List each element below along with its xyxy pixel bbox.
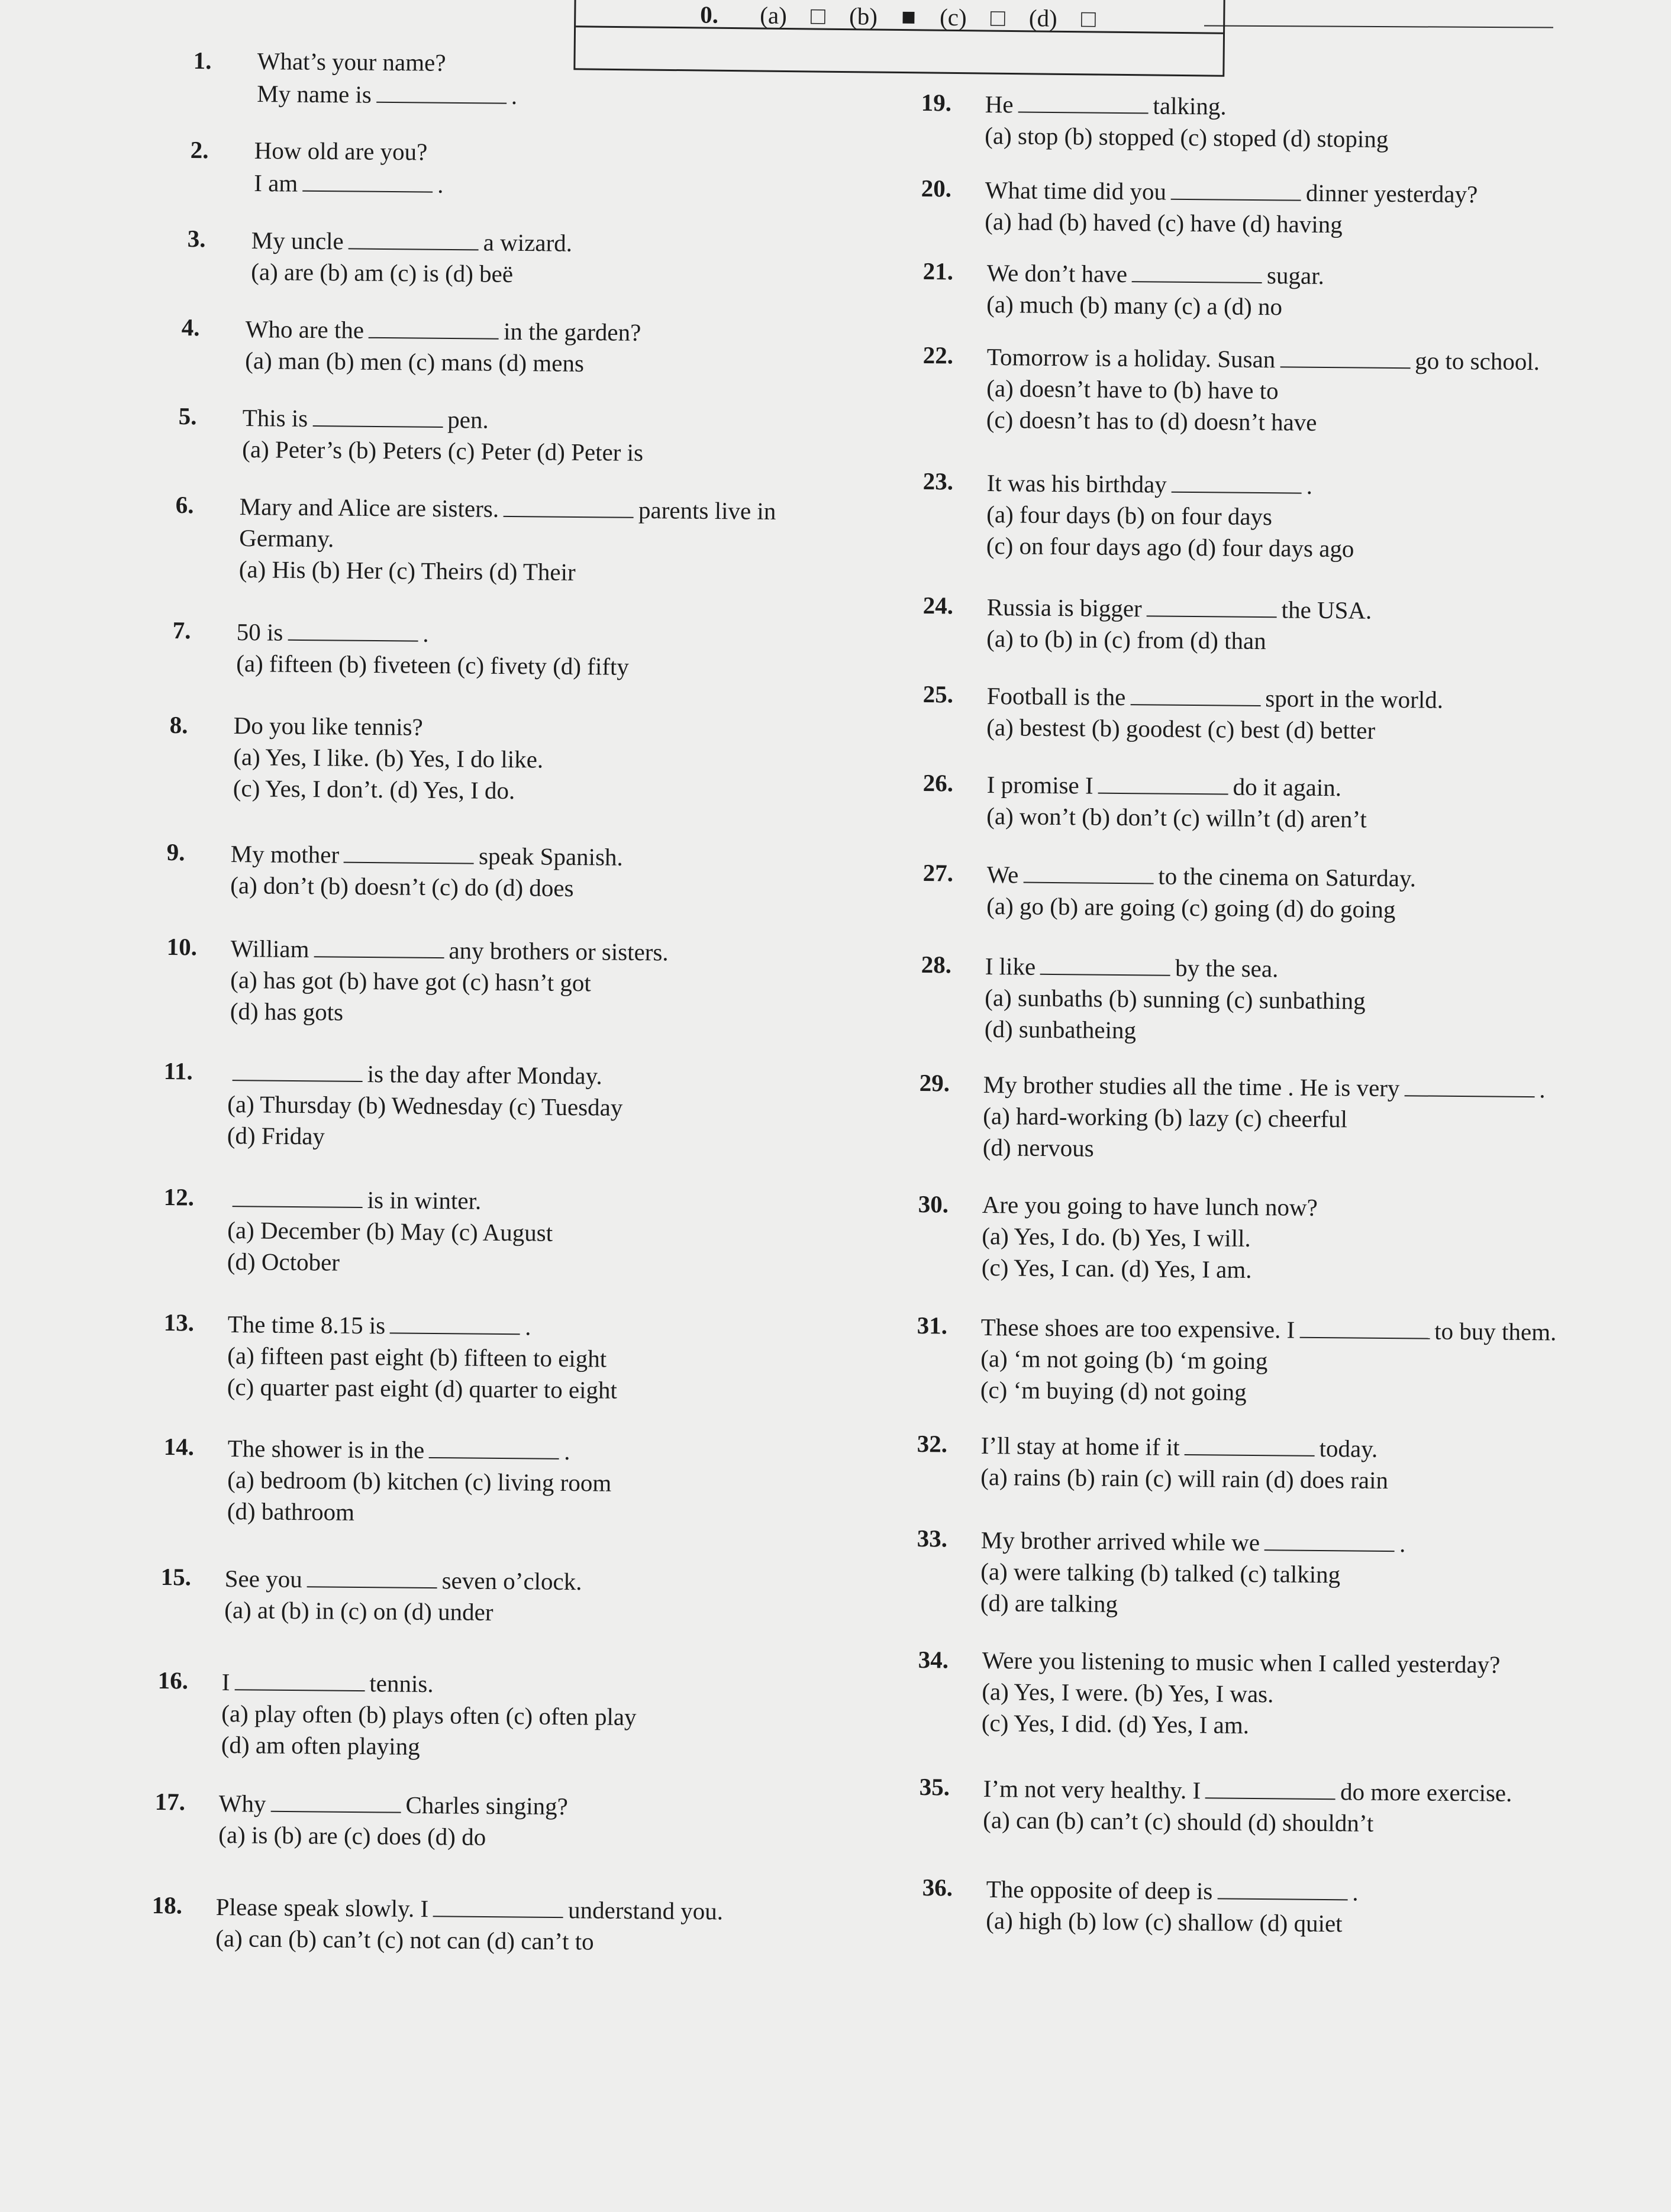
answer-options: (a) man (b) men (c) mans (d) mens <box>245 346 585 377</box>
answer-options: (a) high (b) low (c) shallow (d) quiet <box>986 1906 1343 1937</box>
answer-blank[interactable] <box>1130 680 1260 706</box>
question-text-before: My brother arrived while we <box>980 1526 1260 1557</box>
question-stem <box>228 1307 618 1344</box>
answer-options: (a) has got (b) have got (c) hasn’t got <box>230 965 591 997</box>
question-text-before: Russia is bigger <box>986 593 1142 622</box>
answer-blank[interactable] <box>1147 592 1277 618</box>
question-text-before: Do you like tennis? <box>233 711 423 741</box>
question-number: 23. <box>922 467 954 495</box>
question-item <box>163 1056 624 1155</box>
answer-options: (a) sunbaths (b) sunning (c) sunbathing <box>985 983 1366 1015</box>
question-number: 31. <box>917 1312 948 1339</box>
question-item <box>919 1068 1546 1168</box>
answer-options: (a) December (b) May (c) August <box>227 1216 553 1247</box>
answer-blank[interactable] <box>312 402 443 428</box>
answer-options-line2: (d) October <box>227 1247 340 1276</box>
question-item <box>918 1189 1318 1286</box>
answer-options-line2: (c) on four days ago (d) four days ago <box>986 531 1354 563</box>
question-number: 3. <box>187 225 206 253</box>
question-item <box>921 950 1366 1048</box>
question-text-before: I like <box>985 952 1036 980</box>
question-number: 13. <box>163 1309 195 1336</box>
question-stem <box>251 224 573 259</box>
question-item <box>921 88 1389 155</box>
answer-blank[interactable] <box>233 1182 363 1208</box>
answer-blank[interactable] <box>270 1787 401 1813</box>
question-text-before: I <box>221 1668 230 1696</box>
question-number: 26. <box>922 769 954 797</box>
question-text-after: . <box>525 1313 531 1341</box>
question-item <box>166 837 623 905</box>
question-stem <box>987 858 1417 894</box>
question-number: 9. <box>166 838 185 866</box>
question-stem <box>216 1890 724 1927</box>
question-number: 11. <box>163 1057 193 1085</box>
answer-options: (a) Yes, I do. (b) Yes, I will. <box>982 1222 1251 1252</box>
question-text-after: to the cinema on Saturday. <box>1158 862 1417 892</box>
question-number: 16. <box>157 1667 189 1694</box>
question-stem <box>981 1310 1557 1348</box>
answer-blank[interactable] <box>234 1665 364 1691</box>
answer-blank[interactable] <box>1185 1430 1315 1457</box>
question-text-before: My mother <box>230 839 340 868</box>
question-text-after: . <box>1539 1076 1546 1103</box>
question-number: 28. <box>921 951 952 979</box>
question-text-after: . <box>1399 1530 1406 1558</box>
question-text-before: The shower is in the <box>227 1434 425 1464</box>
answer-blank[interactable] <box>1205 1774 1335 1800</box>
question-text-after: dinner yesterday? <box>1305 179 1478 208</box>
question-text-after: sugar. <box>1266 261 1325 289</box>
question-text-before: 50 is <box>236 618 283 646</box>
answer-blank[interactable] <box>433 1892 563 1918</box>
question-stem <box>983 1772 1512 1809</box>
answer-blank[interactable] <box>314 932 444 958</box>
example-number: 0. <box>700 1 719 28</box>
question-text-before: We don’t have <box>986 259 1128 288</box>
question-stem <box>254 135 444 168</box>
question-text-before: This is <box>242 403 308 432</box>
answer-options: (a) can (b) can’t (c) should (d) shouldn’t <box>983 1806 1374 1837</box>
question-number: 34. <box>918 1646 949 1674</box>
question-stem <box>222 1665 637 1701</box>
question-item <box>922 768 1367 835</box>
question-text-before: I’ll stay at home if it <box>980 1431 1180 1461</box>
question-text-after: . <box>422 619 429 647</box>
question-stem <box>986 1872 1359 1908</box>
answer-blank[interactable] <box>1023 858 1153 884</box>
question-number: 36. <box>922 1874 953 1901</box>
question-stem <box>240 490 776 527</box>
question-text-after: seven o’clock. <box>441 1567 582 1596</box>
question-text-before: The opposite of deep is <box>986 1875 1213 1905</box>
question-text-before-2: My name is <box>257 79 372 108</box>
answer-options-line2: (d) bathroom <box>227 1497 355 1526</box>
question-number: 21. <box>922 257 954 285</box>
question-number: 29. <box>919 1069 950 1097</box>
question-stem <box>219 1787 569 1822</box>
answer-options-line2: (d) sunbatheing <box>984 1015 1137 1044</box>
answer-options: (a) four days (b) on four days <box>986 500 1273 531</box>
answer-blank[interactable] <box>307 1562 437 1588</box>
answer-options: (a) at (b) in (c) on (d) under <box>224 1596 493 1626</box>
question-text-before: Football is the <box>986 682 1126 711</box>
question-stem-line2 <box>254 166 444 201</box>
question-text-before: Were you listening to music when I called yesterday? <box>982 1646 1501 1678</box>
question-item <box>922 1872 1359 1939</box>
question-number: 15. <box>160 1563 192 1591</box>
question-item <box>922 340 1540 440</box>
answer-options: (a) His (b) Her (c) Theirs (d) Their <box>238 555 576 586</box>
question-text-after: is the day after Monday. <box>367 1060 602 1090</box>
question-text-before: Please speak slowly. I <box>215 1893 429 1923</box>
question-item <box>922 590 1372 658</box>
example-option-b-label: (b) <box>849 2 878 30</box>
question-text-before: The time 8.15 is <box>227 1310 386 1339</box>
answer-options: (a) play often (b) plays often (c) often play <box>221 1699 637 1731</box>
answer-blank[interactable] <box>1132 257 1262 283</box>
answer-options-line2: (c) quarter past eight (d) quarter to eight <box>227 1373 618 1404</box>
answer-blank[interactable] <box>504 492 634 518</box>
question-text-before: What’s your name? <box>257 47 446 76</box>
answer-blank[interactable] <box>369 314 499 340</box>
question-text-after: today. <box>1319 1434 1378 1462</box>
answer-options-line2: (c) ‘m buying (d) not going <box>980 1375 1247 1406</box>
question-item <box>160 1562 582 1629</box>
question-text-after: tennis. <box>369 1670 434 1698</box>
question-stem <box>237 615 630 651</box>
answer-options-line2: (c) doesn’t has to (d) doesn’t have <box>986 405 1317 436</box>
question-text-after: any brothers or sisters. <box>449 937 669 966</box>
question-text-before: Why <box>218 1789 266 1817</box>
question-text-before: My brother studies all the time . He is very <box>983 1070 1400 1102</box>
question-text-after: sport in the world. <box>1265 684 1444 713</box>
question-item <box>151 1890 724 1958</box>
answer-options: (a) fifteen past eight (b) fifteen to eight <box>227 1341 607 1373</box>
answer-options-line2: (c) Yes, I don’t. (d) Yes, I do. <box>233 774 515 805</box>
question-text-after: Charles singing? <box>405 1791 569 1820</box>
answer-blank[interactable] <box>429 1433 559 1459</box>
answer-options: (a) Yes, I were. (b) Yes, I was. <box>982 1677 1274 1708</box>
answer-blank[interactable] <box>233 1056 363 1082</box>
question-number: 27. <box>922 859 954 887</box>
answer-blank[interactable] <box>1171 175 1301 201</box>
question-text-before: What time did you <box>985 176 1167 205</box>
question-text-before: My uncle <box>251 226 344 255</box>
answer-options-line2: (c) Yes, I did. (d) Yes, I am. <box>981 1709 1250 1739</box>
answer-options: (a) were talking (b) talked (c) talking <box>980 1557 1341 1588</box>
answer-blank[interactable] <box>1299 1313 1430 1339</box>
question-stem-line2: Germany. <box>239 524 334 553</box>
question-text-after: understand you. <box>567 1896 724 1925</box>
question-number: 22. <box>922 341 954 369</box>
question-stem <box>987 466 1355 502</box>
answer-options: (a) doesn’t have to (b) have to <box>986 374 1279 405</box>
question-stem-line2 <box>257 77 517 112</box>
question-number: 7. <box>172 616 191 644</box>
question-text-before: See you <box>224 1564 302 1593</box>
answer-blank[interactable] <box>1172 468 1302 494</box>
question-text-before-2: I am <box>254 169 298 197</box>
question-number: 20. <box>921 175 952 202</box>
question-stem <box>987 340 1540 377</box>
question-stem <box>981 1523 1406 1559</box>
question-number: 8. <box>169 711 188 739</box>
example-option-a-label: (a) <box>760 1 788 30</box>
question-item <box>181 312 641 380</box>
question-stem <box>982 1645 1501 1681</box>
question-stem <box>987 590 1372 627</box>
question-text-after: pen. <box>447 406 489 434</box>
question-text-after: is in winter. <box>367 1186 482 1215</box>
answer-options: (a) can (b) can’t (c) not can (d) can’t to <box>215 1924 594 1955</box>
answer-blank[interactable] <box>1280 343 1410 369</box>
question-number: 14. <box>163 1433 195 1461</box>
example-row <box>700 0 1114 35</box>
example-option-d-checkbox[interactable]: □ <box>1080 5 1096 33</box>
question-text-after: in the garden? <box>503 317 641 346</box>
question-stem <box>981 1429 1389 1465</box>
answer-options: (a) fifteen (b) fiveteen (c) fivety (d) fifty <box>236 649 630 680</box>
question-item <box>190 135 444 201</box>
question-item <box>163 1432 612 1530</box>
example-option-d-label: (d) <box>1028 4 1057 32</box>
question-item <box>157 1665 637 1764</box>
question-number: 32. <box>917 1430 948 1458</box>
question-item <box>178 401 644 469</box>
answer-blank[interactable] <box>1018 88 1148 114</box>
answer-options: (a) won’t (b) don’t (c) willn’t (d) aren’t <box>986 802 1367 833</box>
answer-blank[interactable] <box>1264 1526 1395 1552</box>
question-item <box>193 46 518 112</box>
answer-blank[interactable] <box>302 167 433 193</box>
question-item <box>922 466 1355 564</box>
answer-options-line2: (d) nervous <box>982 1133 1094 1162</box>
question-item <box>169 710 544 807</box>
answer-options-line2: (d) am often playing <box>221 1730 420 1760</box>
question-item <box>917 1523 1406 1622</box>
question-text-before: We <box>986 860 1019 889</box>
question-text-before: These shoes are too expensive. I <box>980 1313 1295 1344</box>
question-number: 4. <box>181 314 200 341</box>
question-text-after: do it again. <box>1233 773 1342 802</box>
question-text-after: the USA. <box>1281 596 1372 624</box>
question-item <box>163 1307 618 1406</box>
question-item <box>921 173 1478 241</box>
example-answer-box <box>573 0 1225 77</box>
question-number: 10. <box>166 933 198 961</box>
question-item <box>917 1310 1557 1410</box>
question-text-after: . <box>437 170 444 198</box>
question-stem <box>257 46 518 79</box>
question-item <box>922 256 1325 323</box>
question-item <box>175 490 776 590</box>
question-stem <box>228 1182 553 1218</box>
question-item <box>919 1772 1512 1840</box>
question-stem <box>234 710 544 744</box>
question-number: 6. <box>175 491 194 519</box>
question-text-after: go to school. <box>1415 347 1540 376</box>
question-text-before: I promise I <box>986 770 1093 799</box>
question-item <box>187 224 573 290</box>
question-text-before: Are you going to have lunch now? <box>982 1190 1318 1221</box>
answer-options: (a) hard-working (b) lazy (c) cheerful <box>983 1102 1348 1133</box>
question-text-after: talking. <box>1153 92 1227 120</box>
question-text-after: parents live in <box>638 496 776 525</box>
answer-blank[interactable] <box>376 78 507 104</box>
question-item <box>172 615 630 683</box>
question-text-before: Tomorrow is a holiday. Susan <box>986 343 1276 373</box>
question-text-before: It was his birthday <box>986 469 1167 498</box>
top-rule <box>1204 25 1553 28</box>
answer-options-line2: (d) are talking <box>980 1588 1118 1618</box>
question-item <box>166 932 669 1031</box>
question-number: 5. <box>178 402 197 430</box>
question-text-after: . <box>1306 472 1313 499</box>
answer-options: (a) go (b) are going (c) going (d) do going <box>986 892 1396 923</box>
example-option-c-checkbox[interactable]: □ <box>990 4 1005 31</box>
question-number: 12. <box>163 1183 195 1211</box>
example-option-c-label: (c) <box>939 3 967 31</box>
question-stem <box>231 932 669 968</box>
question-text-before: Mary and Alice are sisters. <box>239 492 499 522</box>
answer-options: (a) bestest (b) goodest (c) best (d) better <box>986 713 1376 744</box>
question-stem <box>982 1189 1318 1223</box>
answer-options-line2: (c) Yes, I can. (d) Yes, I am. <box>981 1253 1252 1283</box>
question-text-after: a wizard. <box>483 228 573 257</box>
question-text-after: to buy them. <box>1434 1317 1557 1346</box>
question-stem <box>228 1432 612 1468</box>
question-stem <box>246 312 641 348</box>
answer-options: (a) Peter’s (b) Peters (c) Peter (d) Peter is <box>242 435 644 466</box>
question-item <box>917 1429 1389 1496</box>
question-number: 19. <box>921 89 952 117</box>
answer-options: (a) much (b) many (c) a (d) no <box>986 290 1283 321</box>
question-number: 2. <box>190 136 209 164</box>
question-item <box>154 1787 569 1853</box>
question-stem <box>231 837 624 873</box>
answer-options-line2: (d) has gots <box>230 997 344 1026</box>
question-text-before: William <box>230 934 309 963</box>
answer-blank[interactable] <box>1404 1071 1534 1097</box>
question-item <box>163 1182 553 1280</box>
question-number: 17. <box>154 1788 186 1816</box>
question-stem <box>987 256 1325 292</box>
answer-blank[interactable] <box>1040 950 1170 976</box>
answer-options: (a) is (b) are (c) does (d) do <box>218 1820 486 1851</box>
example-option-a-checkbox[interactable]: □ <box>810 2 826 30</box>
answer-options: (a) don’t (b) doesn’t (c) do (d) does <box>230 871 574 902</box>
answer-options: (a) to (b) in (c) from (d) than <box>986 624 1266 655</box>
answer-blank[interactable] <box>349 224 479 250</box>
question-stem <box>983 1068 1546 1105</box>
question-text-before: He <box>985 90 1014 118</box>
answer-options-line2: (d) Friday <box>227 1121 325 1150</box>
question-stem <box>985 173 1478 210</box>
example-option-b-checkbox[interactable]: ■ <box>901 3 917 31</box>
question-stem <box>985 950 1366 986</box>
question-stem <box>225 1562 582 1597</box>
answer-options: (a) rains (b) rain (c) will rain (d) does rain <box>980 1462 1389 1494</box>
question-text-after: . <box>1352 1878 1359 1906</box>
answer-options: (a) Thursday (b) Wednesday (c) Tuesday <box>227 1090 623 1121</box>
question-text-before: Who are the <box>245 315 364 344</box>
answer-blank[interactable] <box>288 616 418 642</box>
question-text-after: do more exercise. <box>1340 1778 1512 1807</box>
answer-options: (a) are (b) am (c) is (d) beë <box>251 257 514 288</box>
question-text-after: speak Spanish. <box>478 842 623 871</box>
answer-blank[interactable] <box>390 1309 520 1335</box>
answer-blank[interactable] <box>1098 769 1228 795</box>
question-number: 30. <box>918 1190 949 1218</box>
question-item <box>922 679 1444 747</box>
answer-options: (a) ‘m not going (b) ‘m going <box>980 1344 1268 1375</box>
question-stem <box>243 401 644 437</box>
question-text-before: How old are you? <box>254 136 428 166</box>
answer-options: (a) Yes, I like. (b) Yes, I do like. <box>233 742 544 773</box>
question-number: 1. <box>193 47 212 75</box>
question-item <box>922 858 1417 925</box>
question-item <box>918 1645 1501 1743</box>
question-text-before: I’m not very healthy. I <box>983 1774 1201 1804</box>
question-stem <box>228 1056 624 1092</box>
answer-options: (a) stop (b) stopped (c) stoped (d) stoping <box>985 121 1389 153</box>
answer-blank[interactable] <box>344 838 474 864</box>
question-stem <box>987 679 1444 716</box>
question-number: 35. <box>919 1773 950 1801</box>
answer-options: (a) had (b) haved (c) have (d) having <box>985 207 1343 238</box>
answer-options: (a) bedroom (b) kitchen (c) living room <box>227 1465 612 1497</box>
question-number: 25. <box>922 680 954 708</box>
question-text-after: . <box>511 82 518 109</box>
question-number: 33. <box>917 1525 948 1552</box>
question-number: 18. <box>151 1891 183 1919</box>
question-text-after: by the sea. <box>1175 954 1279 983</box>
question-number: 24. <box>922 592 954 619</box>
question-stem <box>987 768 1367 804</box>
answer-blank[interactable] <box>1217 1874 1347 1900</box>
question-text-after: . <box>564 1437 570 1465</box>
question-stem <box>985 88 1389 124</box>
